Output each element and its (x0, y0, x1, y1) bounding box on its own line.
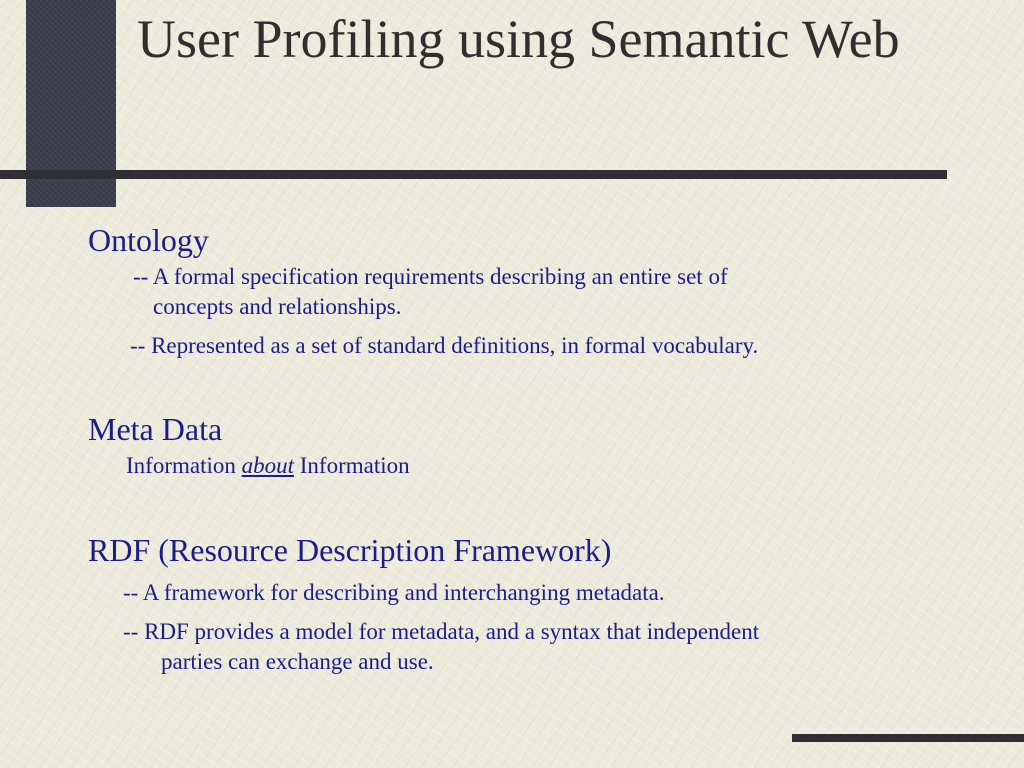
slide-title: User Profiling using Semantic Web (137, 9, 900, 69)
metadata-heading: Meta Data (88, 411, 223, 447)
title-divider-rule (0, 170, 947, 179)
metadata-definition (126, 451, 410, 481)
rdf-line-1: -- A framework for describing and interchanging metadata. (123, 580, 665, 605)
metadata-emphasis: about (241, 453, 294, 478)
ontology-line-3: -- Represented as a set of standard definitions, in formal vocabulary. (130, 333, 759, 358)
rdf-line-2: -- RDF provides a model for metadata, and a syntax that independent (123, 619, 760, 644)
metadata-text-before: Information (126, 453, 242, 478)
metadata-text-after: Information (294, 453, 410, 478)
ontology-line-2: concepts and relationships. (153, 294, 402, 319)
bottom-accent-rule (792, 734, 1024, 742)
ontology-line-1: -- A formal specification requirements describing an entire set of (133, 264, 728, 289)
rdf-heading: RDF (Resource Description Framework) (88, 532, 612, 568)
ontology-heading: Ontology (88, 222, 209, 258)
rdf-line-3: parties can exchange and use. (161, 649, 434, 674)
